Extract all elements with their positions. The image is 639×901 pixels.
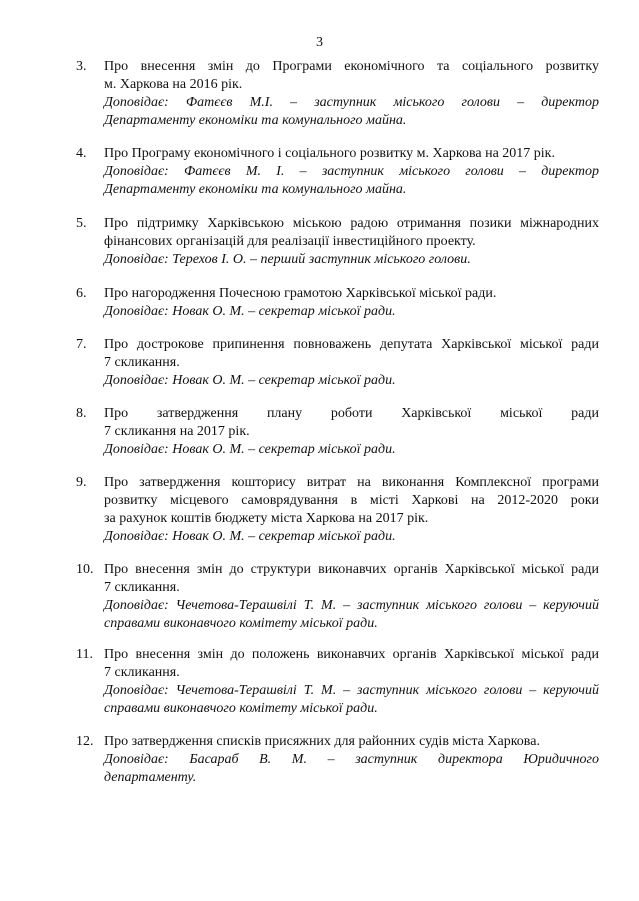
agenda-speaker-line: Департаменту економіки та комунального майна. xyxy=(104,182,407,197)
agenda-title-line: Про внесення змін до положень виконавчих органів Харківської міської ради xyxy=(104,647,599,662)
agenda-title-line: 7 скликання. xyxy=(104,355,180,370)
agenda-speaker-line: Департаменту економіки та комунального майна. xyxy=(104,113,407,128)
agenda-item-number: 5. xyxy=(76,216,87,231)
agenda-item-number: 6. xyxy=(76,286,87,301)
agenda-speaker-line: Доповідає: Новак О. М. – секретар міської ради. xyxy=(104,304,396,319)
agenda-speaker-line: департаменту. xyxy=(104,770,197,785)
agenda-item-number: 3. xyxy=(76,59,87,74)
agenda-title-line: за рахунок коштів бюджету міста Харкова на 2017 рік. xyxy=(104,511,429,526)
agenda-title-line: Про дострокове припинення повноважень депутата Харківської міської ради xyxy=(104,337,599,352)
agenda-title-line: 7 скликання. xyxy=(104,665,180,680)
agenda-item-body xyxy=(104,561,599,633)
agenda-speaker-line: Доповідає: Чечетова-Терашвілі Т. М. – заступник міського голови – керуючий xyxy=(104,683,599,698)
agenda-title-line: 7 скликання. xyxy=(104,580,180,595)
agenda-item-body xyxy=(104,733,599,787)
agenda-item-body xyxy=(104,474,599,546)
agenda-item-body xyxy=(104,405,599,459)
agenda-item-body xyxy=(104,285,599,321)
agenda-title-line: Про нагородження Почесною грамотою Харківської міської ради. xyxy=(104,286,497,301)
agenda-speaker-line: справами виконавчого комітету міської ради. xyxy=(104,616,378,631)
agenda-title-line: Про підтримку Харківською міською радою отримання позики міжнародних xyxy=(104,216,599,231)
agenda-speaker-line: Доповідає: Терехов І. О. – перший заступник міського голови. xyxy=(104,252,471,267)
agenda-title-line: 7 скликання на 2017 рік. xyxy=(104,424,250,439)
agenda-item-number: 4. xyxy=(76,146,87,161)
agenda-title-line: Про затвердження плану роботи Харківської міської ради xyxy=(104,406,599,421)
agenda-title-line: Про Програму економічного і соціального розвитку м. Харкова на 2017 рік. xyxy=(104,146,555,161)
agenda-item-number: 10. xyxy=(76,562,94,577)
agenda-title-line: Про затвердження кошторису витрат на виконання Комплексної програми xyxy=(104,475,599,490)
agenda-item-body xyxy=(104,646,599,718)
agenda-speaker-line: Доповідає: Чечетова-Терашвілі Т. М. – заступник міського голови – керуючий xyxy=(104,598,599,613)
agenda-title-line: Про внесення змін до структури виконавчих органів Харківської міської ради xyxy=(104,562,599,577)
page-number: 3 xyxy=(316,35,323,50)
agenda-speaker-line: Доповідає: Новак О. М. – секретар міської ради. xyxy=(104,442,396,457)
agenda-title-line: розвитку місцевого самоврядування в місті Харкові на 2012-2020 роки xyxy=(104,493,599,508)
agenda-speaker-line: Доповідає: Фатєєв М. І. – заступник міського голови – директор xyxy=(104,164,599,179)
agenda-item-number: 8. xyxy=(76,406,87,421)
agenda-title-line: фінансових організацій для реалізації інвестиційного проекту. xyxy=(104,234,476,249)
agenda-speaker-line: Доповідає: Новак О. М. – секретар міської ради. xyxy=(104,529,396,544)
agenda-speaker-line: Доповідає: Новак О. М. – секретар міської ради. xyxy=(104,373,396,388)
agenda-title-line: Про затвердження списків присяжних для районних судів міста Харкова. xyxy=(104,734,540,749)
agenda-item-number: 11. xyxy=(76,647,93,662)
agenda-speaker-line: Доповідає: Басараб В. М. – заступник директора Юридичного xyxy=(104,752,599,767)
agenda-item-body xyxy=(104,215,599,269)
agenda-title-line: м. Харкова на 2016 рік. xyxy=(104,77,243,92)
agenda-item-body xyxy=(104,336,599,390)
agenda-item-body xyxy=(104,58,599,130)
agenda-item-number: 7. xyxy=(76,337,87,352)
agenda-item-body xyxy=(104,145,599,199)
agenda-title-line: Про внесення змін до Програми економічного та соціального розвитку xyxy=(104,59,599,74)
agenda-speaker-line: Доповідає: Фатєєв М.І. – заступник міського голови – директор xyxy=(104,95,599,110)
agenda-speaker-line: справами виконавчого комітету міської ради. xyxy=(104,701,378,716)
agenda-item-number: 12. xyxy=(76,734,94,749)
agenda-item-number: 9. xyxy=(76,475,87,490)
